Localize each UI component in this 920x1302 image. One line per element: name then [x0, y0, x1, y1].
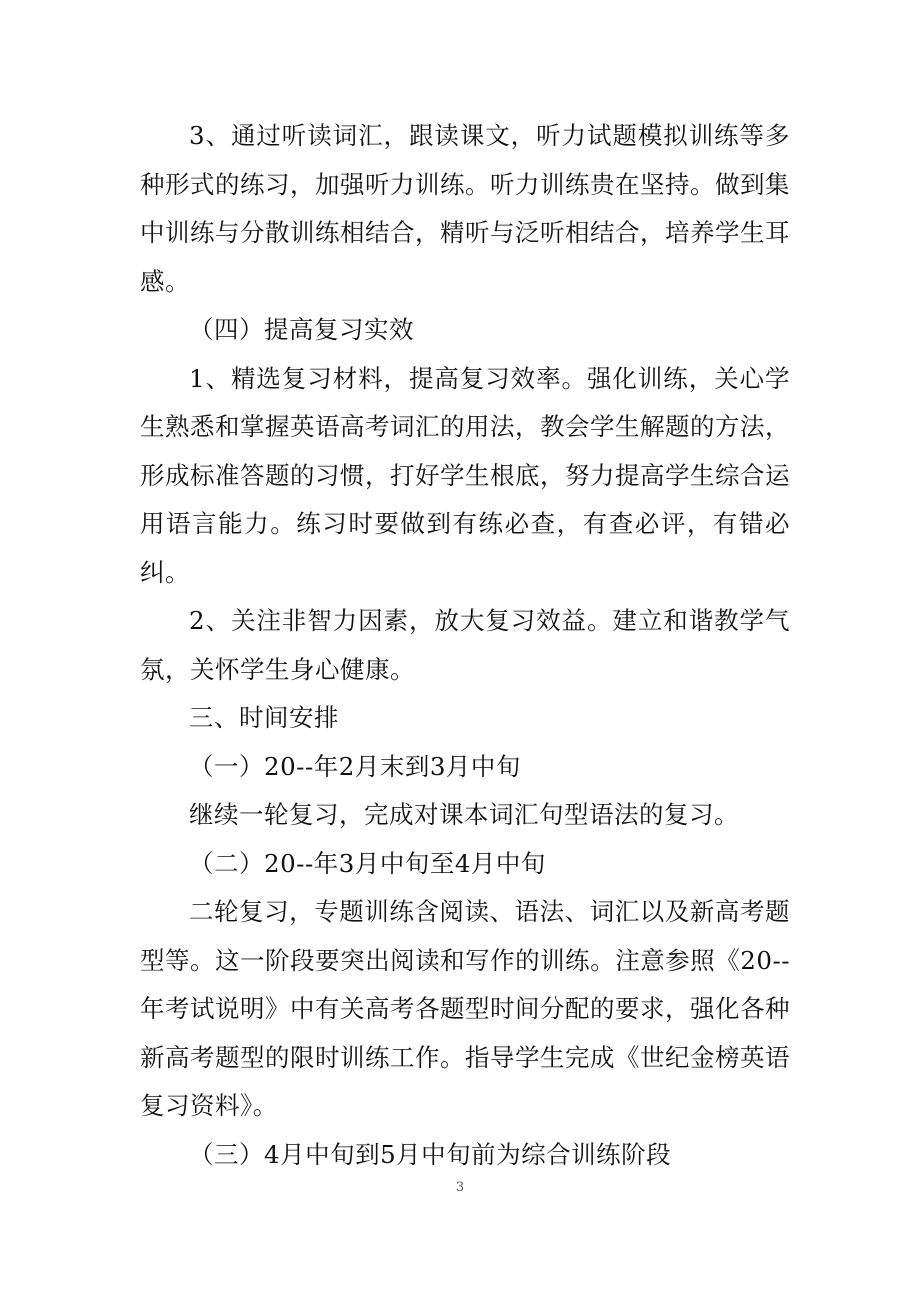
paragraph-listening-training: 3、通过听读词汇，跟读课文，听力试题模拟训练等多种形式的练习，加强听力训练。听力训练贵在坚持。做到集中训练与分散训练相结合，精听与泛听相结合，培养学生耳感。: [140, 121, 790, 296]
page-number: 3: [455, 1180, 465, 1195]
schedule-heading-phase-3: （三）4月中旬到5月中旬前为综合训练阶段: [189, 1139, 672, 1169]
paragraph-select-materials: 1、精选复习材料，提高复习效率。强化训练，关心学生熟悉和掌握英语高考词汇的用法，教会学生解题的方法，形成标准答题的习惯，打好学生根底，努力提高学生综合运用语言能力。练习时要做到有练必查，有查必评，有错必纠。: [140, 363, 790, 587]
section-heading-schedule: 三、时间安排: [189, 703, 339, 732]
schedule-heading-phase-1: （一）20--年2月末到3月中旬: [189, 751, 521, 781]
section-heading-improve-review: （四）提高复习实效: [189, 315, 414, 344]
paragraph-phase-2: 二轮复习，专题训练含阅读、语法、词汇以及新高考题型等。这一阶段要突出阅读和写作的训练。注意参照《20--年考试说明》中有关高考各题型时间分配的要求，强化各种新高考题型的限时训练工作。指导学生完成《世纪金榜英语复习资料》。: [140, 897, 790, 1120]
document-body: [140, 112, 790, 1179]
paragraph-phase-1: 继续一轮复习，完成对课本词汇句型语法的复习。: [189, 800, 739, 829]
schedule-heading-phase-2: （二）20--年3月中旬至4月中旬: [189, 848, 546, 878]
paragraph-non-intellectual-factors: 2、关注非智力因素，放大复习效益。建立和谐教学气氛，关怀学生身心健康。: [140, 606, 790, 684]
